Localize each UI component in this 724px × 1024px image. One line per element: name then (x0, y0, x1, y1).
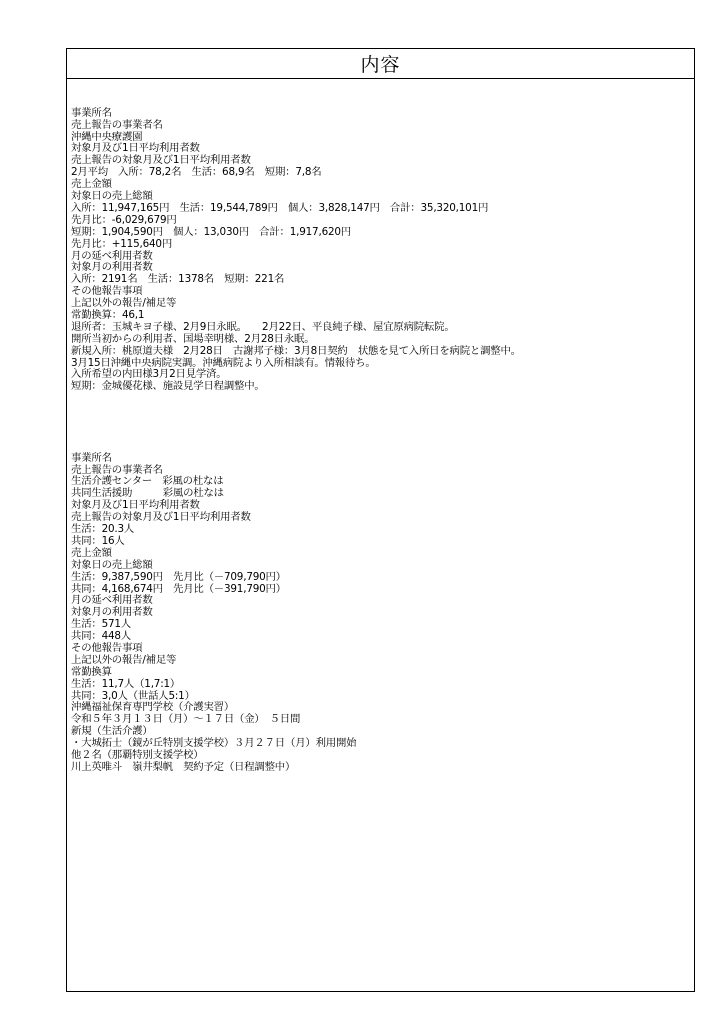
report-line: 新規入所：桃原道夫様 2月28日 古謝邦子様：3月8日契約 状態を見て入所日を病院と調整中。 (71, 344, 521, 357)
report-line: 川上英唯斗 嶺井梨帆 契約予定（日程調整中） (71, 760, 296, 773)
report-line: 短期：1,904,590円 個人：13,030円 合計：1,917,620円 (71, 225, 351, 238)
report-line: 共同：3,0人（世話人5:1） (71, 689, 195, 702)
report-line: 共同：4,168,674円 先月比（－391,790円） (71, 582, 286, 595)
report-line: 生活介護センター 彩風の杜なは (71, 475, 224, 488)
report-line: ・大城拓士（鏡が丘特別支援学校）３月２７日（月）利用開始 (71, 737, 357, 750)
report-line: 新規（生活介護） (71, 725, 153, 738)
report-line: 先月比：+115,640円 (71, 237, 173, 250)
report-line: その他報告事項 (71, 285, 143, 298)
report-line: 先月比：-6,029,679円 (71, 213, 177, 226)
report-line: 他２名（那覇特別支援学校） (71, 748, 204, 761)
report-line: 入所希望の内田様3月2日見学済。 (71, 368, 227, 381)
report-line: 開所当初からの利用者、国場幸明様、2月28日永眠。 (71, 332, 315, 345)
report-line: 生活：11,7人（1,7:1） (71, 677, 181, 690)
report-line: 事業所名 (71, 106, 112, 119)
report-frame (66, 48, 695, 992)
report-line: 2月平均 入所：78,2名 生活：68,9名 短期：7,8名 (71, 166, 322, 179)
report-line: 売上報告の事業者名 (71, 118, 163, 131)
report-line: 事業所名 (71, 451, 112, 464)
report-section-2 (71, 453, 694, 774)
report-line: 常勤換算：46,1 (71, 308, 145, 321)
report-line: 売上金額 (71, 178, 112, 191)
report-content (67, 79, 694, 798)
report-line: 上記以外の報告/補足等 (71, 297, 177, 310)
page-title: 内容 (67, 49, 694, 79)
report-line: 常勤換算 (71, 665, 112, 678)
report-line: 売上金額 (71, 546, 112, 559)
report-line: 短期：金城優花様、施設見学日程調整中。 (71, 380, 265, 393)
report-line: 月の延べ利用者数 (71, 249, 153, 262)
report-line: 対象日の売上総額 (71, 190, 153, 203)
report-line: 共同生活援助 彩風の杜なは (71, 487, 224, 500)
report-line: その他報告事項 (71, 641, 143, 654)
report-line: 対象月及び1日平均利用者数 (71, 499, 200, 512)
report-line: 売上報告の対象月及び1日平均利用者数 (71, 154, 251, 167)
report-line: 月の延べ利用者数 (71, 594, 153, 607)
report-line: 入所：11,947,165円 生活：19,544,789円 個人：3,828,147円 合計：35,320,101円 (71, 201, 489, 214)
report-line: 対象月の利用者数 (71, 606, 153, 619)
report-section-1 (71, 108, 694, 393)
section-spacer (71, 417, 694, 429)
report-line: 3月15日沖縄中央病院実調。沖縄病院より入所相談有。情報待ち。 (71, 356, 376, 369)
report-line: 上記以外の報告/補足等 (71, 653, 177, 666)
report-line: 生活：571人 (71, 618, 131, 631)
report-line: 対象日の売上総額 (71, 558, 153, 571)
report-line: 対象月の利用者数 (71, 261, 153, 274)
report-line: 売上報告の事業者名 (71, 463, 163, 476)
report-line: 生活：9,387,590円 先月比（－709,790円） (71, 570, 286, 583)
report-line: 令和５年３月１３日（月）～１７日（金） ５日間 (71, 713, 301, 726)
report-line: 沖縄中央療護園 (71, 130, 143, 143)
report-line: 共同：448人 (71, 630, 131, 643)
report-line: 入所：2191名 生活：1378名 短期：221名 (71, 273, 285, 286)
report-line: 退所者：玉城キヨ子様、2月9日永眠。 2月22日、平良純子様、屋宜原病院転院。 (71, 320, 455, 333)
report-line: 共同：16人 (71, 534, 125, 547)
report-line: 沖縄福祉保育専門学校（介護実習） (71, 701, 235, 714)
report-line: 売上報告の対象月及び1日平均利用者数 (71, 511, 251, 524)
report-line: 生活：20.3人 (71, 523, 135, 536)
report-line: 対象月及び1日平均利用者数 (71, 142, 200, 155)
